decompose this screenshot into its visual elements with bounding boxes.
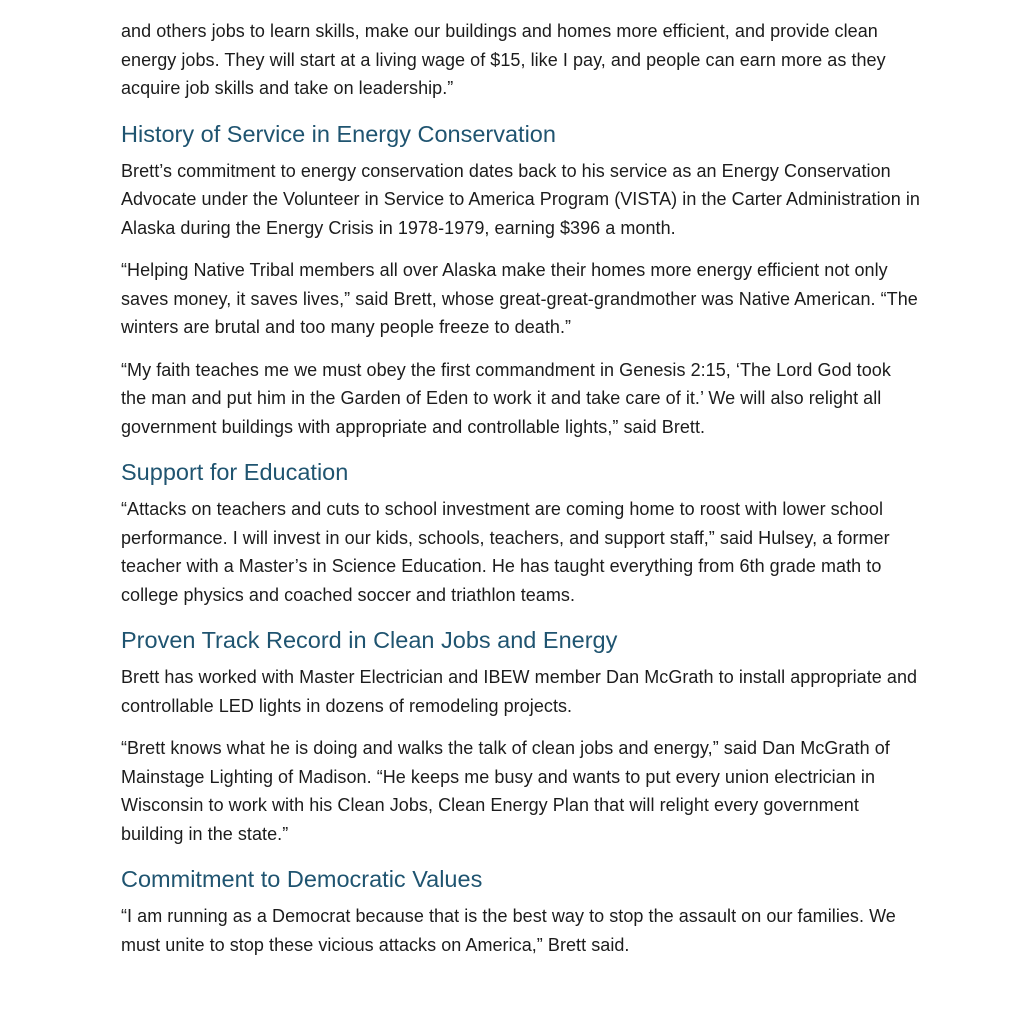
paragraph-education-quote: “Attacks on teachers and cuts to school investment are coming home to roost with lower school performance. I will invest in our kids, schools, teachers, and support staff,” said Hulsey, a former teacher with a Master’s in Science Education. He has taught everything from 6th grade math to college physics and coached soccer and triathlon teams. xyxy=(121,499,890,605)
heading-support-for-education: Support for Education xyxy=(121,459,349,485)
paragraph-democrat-quote: “I am running as a Democrat because that is the best way to stop the assault on our families. We must unite to stop these vicious attacks on America,” Brett said. xyxy=(121,906,896,955)
paragraph-vista-service: Brett’s commitment to energy conservation dates back to his service as an Energy Conservation Advocate under the Volunteer in Service to America Program (VISTA) in the Carter Administration in Alaska during the Energy Crisis in 1978-1979, earning $396 a month. xyxy=(121,160,920,238)
paragraph-led-projects: Brett has worked with Master Electrician and IBEW member Dan McGrath to install appropriate and controllable LED lights in dozens of remodeling projects. xyxy=(121,667,918,716)
paragraph-native-tribal-quote: “Helping Native Tribal members all over Alaska make their homes more energy efficient not only saves money, it saves lives,” said Brett, whose great-great-grandmother was Native American. “The winters are brutal and too many people freeze to death.” xyxy=(121,260,918,337)
intro-paragraph: and others jobs to learn skills, make our buildings and homes more efficient, and provide clean energy jobs. They will start at a living wage of $15, like I pay, and people can earn more as they acquire job skills and take on leadership.” xyxy=(121,21,886,98)
heading-proven-track-record: Proven Track Record in Clean Jobs and Energy xyxy=(121,627,618,653)
article-body xyxy=(121,17,921,973)
heading-democratic-values: Commitment to Democratic Values xyxy=(121,866,483,892)
paragraph-faith-quote: “My faith teaches me we must obey the first commandment in Genesis 2:15, ‘The Lord God took the man and put him in the Garden of Eden to work it and take care of it.’ We will also relight all government buildings with appropriate and controllable lights,” said Brett. xyxy=(121,359,891,437)
paragraph-mcgrath-quote: “Brett knows what he is doing and walks the talk of clean jobs and energy,” said Dan McGrath of Mainstage Lighting of Madison. “He keeps me busy and wants to put every union electrician in Wisconsin to work with his Clean Jobs, Clean Energy Plan that will relight every government building in the state.” xyxy=(121,738,890,844)
heading-history-of-service: History of Service in Energy Conservation xyxy=(121,120,556,147)
